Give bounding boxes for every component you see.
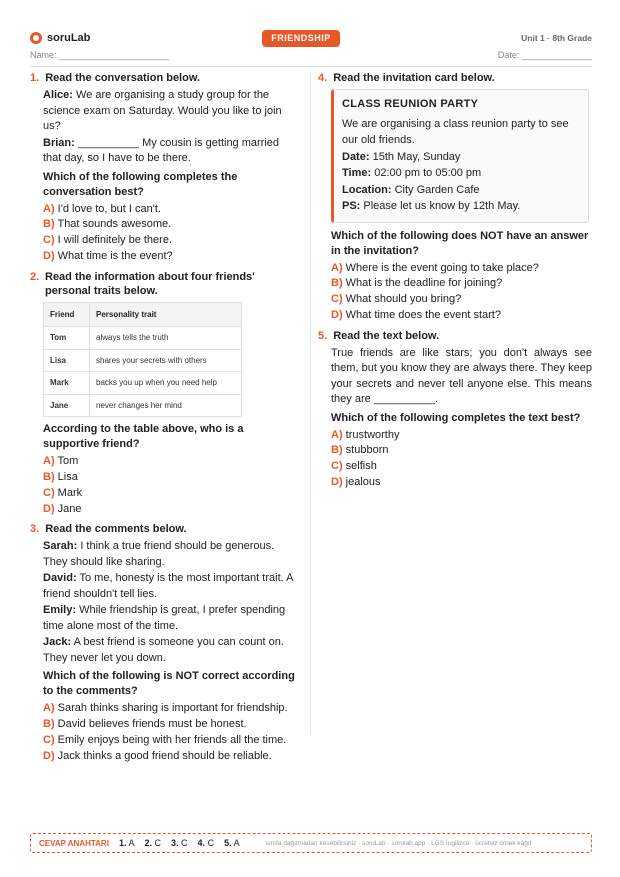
answer-key-item: 5. A — [224, 838, 240, 848]
option-a[interactable]: A) Where is the event going to take place? — [331, 261, 539, 274]
question-stem: Which of the following is NOT correct according to the comments? — [43, 670, 295, 698]
question-title: Read the comments below. — [45, 523, 187, 536]
question-3 — [30, 522, 300, 764]
brand — [30, 32, 90, 44]
dialogue-line: Alice: We are organising a study group for the science exam on Saturday. Would you like to join us? — [43, 89, 282, 132]
option-d[interactable]: D) Jack thinks a good friend should be reliable. — [43, 749, 272, 762]
sorulab-logo-icon — [30, 32, 42, 44]
header-divider — [30, 66, 592, 67]
comment-line: Emily: While friendship is great, I prefer spending time alone most of the time. — [43, 604, 286, 632]
option-b[interactable]: B) stubborn — [331, 444, 389, 457]
question-1 — [30, 71, 300, 265]
question-title: Read the text below. — [333, 329, 440, 342]
option-b[interactable]: B) David believes friends must be honest. — [43, 718, 247, 731]
table-row: Lisa shares your secrets with others — [44, 349, 242, 372]
table-row: Tom always tells the truth — [44, 327, 242, 350]
answer-key-item: 3. C — [171, 838, 188, 848]
date-field[interactable]: Date: ______________ — [497, 50, 592, 60]
option-c[interactable]: C) Emily enjoys being with her friends all the time. — [43, 733, 287, 746]
traits-table — [43, 302, 242, 418]
option-a[interactable]: A) Sarah thinks sharing is important for friendship. — [43, 702, 288, 715]
question-stem: According to the table above, who is a supportive friend? — [43, 423, 244, 451]
card-intro: We are organising a class reunion party to see our old friends. — [342, 117, 569, 146]
option-a[interactable]: A) trustworthy — [331, 428, 400, 441]
question-4 — [318, 71, 592, 324]
question-title: Read the information about four friends' personal traits below. — [45, 270, 255, 297]
question-stem: Which of the following completes the text best? — [331, 411, 581, 424]
option-a[interactable]: A) Tom — [43, 455, 79, 468]
answer-key-item: 1. A — [118, 838, 135, 848]
option-b[interactable]: B) Lisa — [43, 470, 78, 483]
question-2 — [30, 270, 300, 518]
card-time: Time: 02:00 pm to 05:00 pm — [342, 167, 482, 179]
question-title: Read the conversation below. — [45, 72, 201, 84]
option-b[interactable]: B) What is the deadline for joining? — [331, 277, 503, 290]
question-title: Read the invitation card below. — [333, 72, 495, 84]
option-c[interactable]: C) Mark — [43, 486, 83, 499]
footer-note: sınıfa dağıtmadan kesebilirsiniz · soruLab · sorulab.app · LGS İngilizce · ücretsiz örnek kâğıt — [265, 839, 532, 847]
option-a[interactable]: A) I'd love to, but I can't. — [43, 202, 161, 215]
option-d[interactable]: D) What time is the event? — [43, 249, 173, 262]
invitation-card — [331, 89, 589, 223]
column-divider — [310, 72, 311, 734]
card-date: Date: 15th May, Sunday — [342, 150, 461, 163]
question-number: 3. — [30, 523, 40, 536]
option-d[interactable]: D) What time does the event start? — [331, 308, 501, 321]
card-title: CLASS REUNION PARTY — [342, 98, 479, 110]
card-location: Location: City Garden Cafe — [342, 183, 480, 196]
question-stem: Which of the following does NOT have an answer in the invitation? — [331, 229, 589, 257]
table-header: Personality trait — [90, 302, 242, 327]
dialogue-line: Brian: __________ My cousin is getting married that day, so I have to be there. — [43, 136, 280, 164]
unit-label: Unit 1 · 8th Grade — [521, 33, 592, 43]
option-d[interactable]: D) jealous — [331, 476, 381, 489]
option-c[interactable]: C) selfish — [331, 460, 377, 473]
right-column — [318, 71, 592, 496]
answer-key-item: 2. C — [144, 838, 162, 848]
option-c[interactable]: C) I will definitely be there. — [43, 234, 173, 247]
left-column — [30, 71, 300, 770]
question-number: 2. — [30, 270, 40, 283]
answer-key — [30, 833, 592, 853]
table-row: Mark backs you up when you need help — [44, 372, 242, 395]
option-b[interactable]: B) That sounds awesome. — [43, 218, 172, 231]
question-stem: Which of the following completes the conversation best? — [43, 170, 238, 198]
table-header-row — [44, 302, 242, 327]
answer-key-label: CEVAP ANAHTARI — [39, 838, 109, 848]
topic-badge: FRIENDSHIP — [262, 30, 340, 47]
option-c[interactable]: C) What should you bring? — [331, 293, 462, 306]
page-header — [30, 30, 592, 64]
question-number: 4. — [318, 72, 328, 84]
answer-key-item: 4. C — [197, 838, 215, 848]
comment-line: Sarah: I think a true friend should be generous. They should like sharing. — [43, 540, 275, 568]
table-header: Friend — [44, 302, 90, 327]
table-row: Jane never changes her mind — [44, 394, 242, 417]
question-5 — [318, 329, 592, 491]
reading-passage: True friends are like stars; you don't always see them, but you know they are always there. They keep your secrets and never tell anyone else. This means they are __________. — [331, 346, 592, 406]
brand-name: soruLab — [47, 32, 91, 44]
comment-line: Jack: A best friend is someone you can count on. They never let you down. — [43, 636, 284, 664]
name-field[interactable]: Name: ______________________ — [30, 50, 170, 60]
card-ps: PS: Please let us know by 12th May. — [342, 200, 521, 212]
question-number: 5. — [318, 329, 328, 342]
option-d[interactable]: D) Jane — [43, 502, 82, 515]
question-number: 1. — [30, 72, 40, 84]
comment-line: David: To me, honesty is the most important trait. A friend shouldn't tell lies. — [43, 572, 293, 600]
